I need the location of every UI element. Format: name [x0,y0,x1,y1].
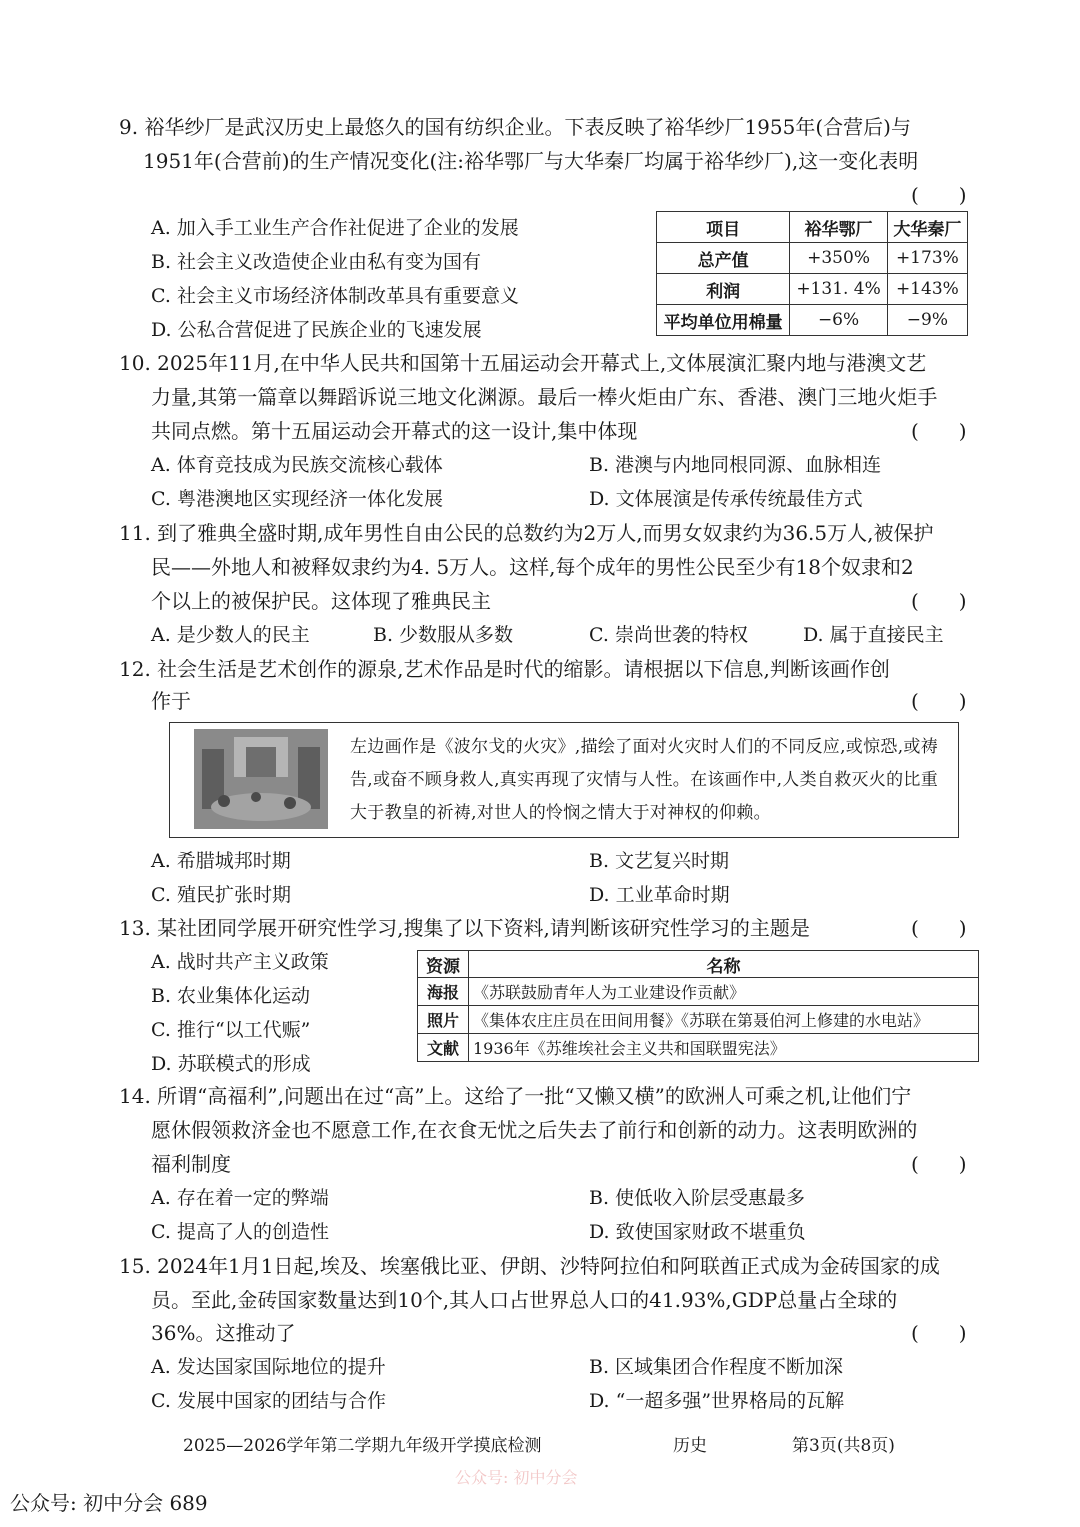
q14-answer-paren: ( ) [911,1152,967,1176]
q13-table-cell: 《苏联鼓励青年人为工业建设作贡献》 [469,978,979,1006]
q12-option-d: D. 工业革命时期 [589,884,730,906]
painting-image [194,729,328,829]
q13-option-b: B. 农业集体化运动 [151,985,311,1007]
q9-table-header: 项目 [657,212,790,243]
q15-option-c: C. 发展中国家的团结与合作 [151,1390,386,1412]
q13-option-c: C. 推行“以工代赈” [151,1019,311,1041]
footer-page-number: 第3页(共8页) [792,1436,895,1456]
q13-table-cell: 照片 [418,1006,469,1034]
q14-stem-line-2: 愿休假领救济金也不愿意工作,在衣食无忧之后失去了前行和创新的动力。这表明欧洲的 [151,1118,918,1142]
q13-source-table [417,950,979,1062]
q13-table-cell: 文献 [418,1034,469,1062]
q12-option-c: C. 殖民扩张时期 [151,884,291,906]
q13-table-header: 资源 [418,951,469,978]
q9-table-cell: 平均单位用棉量 [657,305,790,336]
q13-table-cell: 《集体农庄庄员在田间用餐》《苏联在第聂伯河上修建的水电站》 [469,1006,979,1034]
q12-material-text: 左边画作是《波尔戈的火灾》,描绘了面对火灾时人们的不同反应,或惊恐,或祷告,或奋不顾身救人,真实再现了灾情与人性。在该画作中,人类自救灭火的比重大于教皇的祈祷,对世人的怜悯之情大于对神权的仰赖。 [350,737,939,823]
q13-table-cell: 1936年《苏维埃社会主义共和国联盟宪法》 [469,1034,979,1062]
q14-option-b: B. 使低收入阶层受惠最多 [589,1187,806,1209]
q10-stem-line-2: 力量,其第一篇章以舞蹈诉说三地文化渊源。最后一棒火炬由广东、香港、澳门三地火炬手 [151,385,938,409]
q13-option-d: D. 苏联模式的形成 [151,1053,311,1075]
q10-option-c: C. 粤港澳地区实现经济一体化发展 [151,488,443,510]
q14-option-d: D. 致使国家财政不堪重负 [589,1221,806,1243]
q9-stem-line-1: 9. 裕华纱厂是武汉历史上最悠久的国有纺织企业。下表反映了裕华纱厂1955年(合营后)与 [119,115,911,139]
q10-option-b: B. 港澳与内地同根同源、血脉相连 [589,454,882,476]
footer-exam-title: 2025—2026学年第二学期九年级开学摸底检测 [183,1436,542,1456]
q11-stem-line-2: 民——外地人和被释奴隶约为4. 5万人。这样,每个成年的男性公民至少有18个奴隶和2 [151,555,914,579]
q10-option-d: D. 文体展演是传承传统最佳方式 [589,488,863,510]
q10-stem-line-1: 10. 2025年11月,在中华人民共和国第十五届运动会开幕式上,文体展演汇聚内地与港澳文艺 [119,351,927,375]
q15-option-a: A. 发达国家国际地位的提升 [151,1356,386,1378]
q14-stem-line-3: 福利制度 [151,1152,231,1176]
q13-option-a: A. 战时共产主义政策 [151,951,329,973]
q11-option-a: A. 是少数人的民主 [151,624,310,646]
q9-table-header: 裕华鄂厂 [790,212,887,243]
q12-option-b: B. 文艺复兴时期 [589,850,730,872]
q9-option-b: B. 社会主义改造使企业由私有变为国有 [151,251,482,273]
q11-stem-line-1: 11. 到了雅典全盛时期,成年男性自由公民的总数约为2万人,而男女奴隶约为36.5万人,被保护 [119,521,934,545]
q9-option-a: A. 加入手工业生产合作社促进了企业的发展 [151,217,519,239]
q9-option-c: C. 社会主义市场经济体制改革具有重要意义 [151,285,519,307]
q9-table-cell: +350% [790,243,887,274]
q11-answer-paren: ( ) [911,589,967,613]
q13-table-header: 名称 [469,951,979,978]
q11-option-c: C. 崇尚世袭的特权 [589,624,748,646]
q12-stem-line-1: 12. 社会生活是艺术创作的源泉,艺术作品是时代的缩影。请根据以下信息,判断该画作创 [119,657,890,681]
q9-table-cell: +143% [887,274,967,305]
footer-subject: 历史 [673,1436,707,1456]
q9-table-cell: −6% [790,305,887,336]
q10-stem-line-3: 共同点燃。第十五届运动会开幕式的这一设计,集中体现 [151,419,638,443]
q15-stem-line-3: 36%。这推动了 [151,1321,296,1345]
watermark-text: 公众号: 初中分会 [455,1468,578,1487]
q9-data-table [656,211,968,336]
q9-table-cell: −9% [887,305,967,336]
q10-answer-paren: ( ) [911,419,967,443]
q14-stem-line-1: 14. 所谓“高福利”,问题出在过“高”上。这给了一批“又懒又横”的欧洲人可乘之机,让他们宁 [119,1084,912,1108]
q13-stem-line-1: 13. 某社团同学展开研究性学习,搜集了以下资料,请判断该研究性学习的主题是 [119,916,810,940]
q15-option-b: B. 区域集团合作程度不断加深 [589,1356,844,1378]
q9-stem-line-2: 1951年(合营前)的生产情况变化(注:裕华鄂厂与大华秦厂均属于裕华纱厂),这一变化表明 [143,149,919,173]
q15-stem-line-1: 15. 2024年1月1日起,埃及、埃塞俄比亚、伊朗、沙特阿拉伯和阿联酋正式成为金砖国家的成 [119,1254,940,1278]
q15-option-d: D. “一超多强”世界格局的瓦解 [589,1390,845,1412]
q11-stem-line-3: 个以上的被保护民。这体现了雅典民主 [151,589,491,613]
q9-table-cell: +131. 4% [790,274,887,305]
q12-option-a: A. 希腊城邦时期 [151,850,291,872]
q13-answer-paren: ( ) [911,916,967,940]
q13-table-cell: 海报 [418,978,469,1006]
q9-answer-paren: ( ) [911,183,967,207]
q11-option-d: D. 属于直接民主 [803,624,944,646]
q9-table-cell: 总产值 [657,243,790,274]
q12-material-box [169,722,959,838]
source-label: 公众号: 初中分会 689 [10,1491,208,1515]
q9-option-d: D. 公私合营促进了民族企业的飞速发展 [151,319,482,341]
q12-answer-paren: ( ) [911,689,967,713]
q15-answer-paren: ( ) [911,1321,967,1345]
q9-table-cell: +173% [887,243,967,274]
q12-stem-line-2: 作于 [151,689,191,713]
q11-option-b: B. 少数服从多数 [373,624,514,646]
q14-option-c: C. 提高了人的创造性 [151,1221,329,1243]
q10-option-a: A. 体育竞技成为民族交流核心载体 [151,454,443,476]
q14-option-a: A. 存在着一定的弊端 [151,1187,329,1209]
q15-stem-line-2: 员。至此,金砖国家数量达到10个,其人口占世界总人口的41.93%,GDP总量占全球的 [151,1288,898,1312]
q9-table-header: 大华秦厂 [887,212,967,243]
q9-table-cell: 利润 [657,274,790,305]
